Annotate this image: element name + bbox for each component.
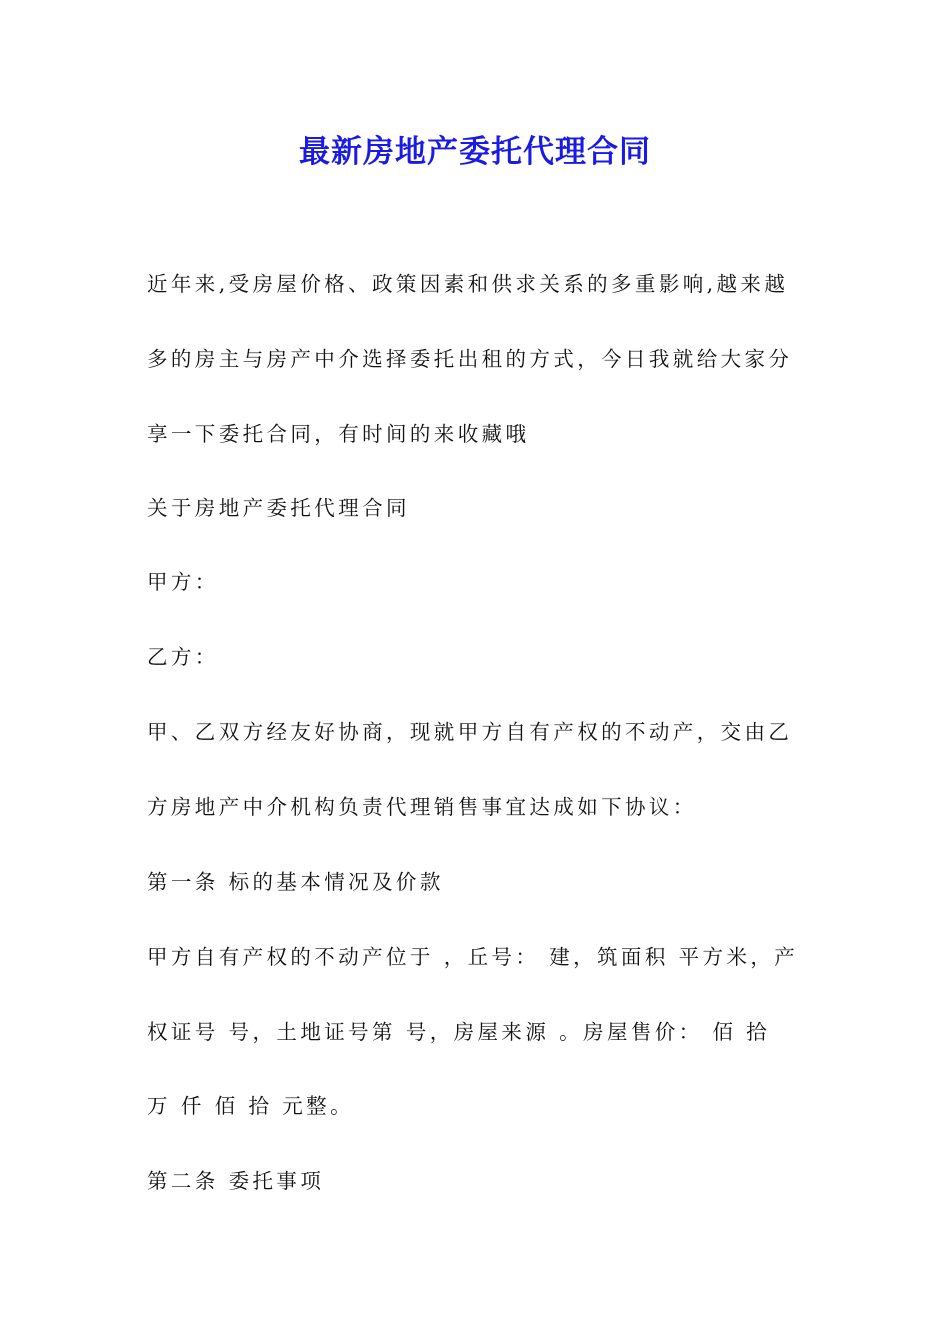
- section-heading: 关于房地产委托代理合同: [147, 496, 410, 520]
- paragraph-line: 权证号 号，土地证号第 号，房屋来源 。房屋售价： 佰 拾: [147, 1020, 771, 1044]
- paragraph-line: 多的房主与房产中介选择委托出租的方式，今日我就给大家分: [147, 347, 793, 371]
- paragraph-line: 方房地产中介机构负责代理销售事宜达成如下协议：: [147, 795, 697, 819]
- paragraph-line: 近年来,受房屋价格、政策因素和供求关系的多重影响,越来越: [147, 272, 789, 296]
- paragraph-line: 万 仟 佰 拾 元整。: [147, 1094, 354, 1118]
- article-heading: 第一条 标的基本情况及价款: [147, 870, 444, 894]
- document-title: 最新房地产委托代理合同: [299, 134, 651, 170]
- party-a-label: 甲方：: [147, 570, 219, 594]
- paragraph-line: 享一下委托合同，有时间的来收藏哦: [147, 422, 530, 446]
- article-heading: 第二条 委托事项: [147, 1169, 325, 1193]
- paragraph-line: 甲、乙双方经友好协商，现就甲方自有产权的不动产，交由乙: [147, 720, 793, 744]
- paragraph-line: 甲方自有产权的不动产位于 ，丘号： 建，筑面积 平方米，产: [147, 945, 799, 969]
- party-b-label: 乙方：: [147, 645, 219, 669]
